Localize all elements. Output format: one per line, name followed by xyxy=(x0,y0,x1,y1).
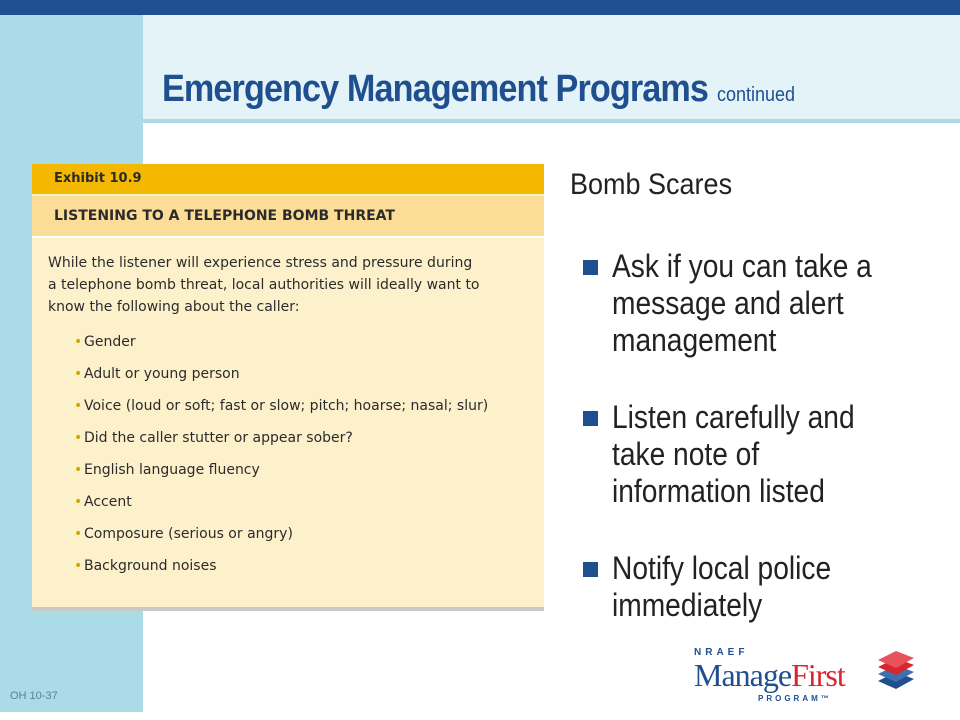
exhibit-list-item: • Gender xyxy=(84,326,526,358)
logo-name xyxy=(694,657,845,694)
slide-subtitle: continued xyxy=(717,84,796,106)
top-bar xyxy=(0,0,960,15)
stacked-books-icon xyxy=(874,651,918,691)
exhibit-title: LISTENING TO A TELEPHONE BOMB THREAT xyxy=(32,194,544,238)
slide-number-label: OH 10-37 xyxy=(10,690,58,702)
slide-title-text: Emergency Management Programs xyxy=(162,68,709,110)
bullet-line: Ask if you can take a xyxy=(612,248,872,284)
exhibit-list-item: • Composure (serious or angry) xyxy=(84,518,526,550)
exhibit-list xyxy=(48,326,526,582)
bullet-line: management xyxy=(612,322,777,358)
managefirst-logo xyxy=(694,647,924,709)
square-bullet-icon xyxy=(583,562,598,577)
logo-program-text: PROGRAM™ xyxy=(758,694,832,703)
exhibit-list-item: • Accent xyxy=(84,486,526,518)
exhibit-panel xyxy=(32,164,544,611)
exhibit-intro-line: a telephone bomb threat, local authorities will ideally want to xyxy=(48,277,480,293)
slide-title xyxy=(162,68,795,111)
square-bullet-icon xyxy=(583,260,598,275)
exhibit-number: Exhibit 10.9 xyxy=(32,164,544,194)
exhibit-intro xyxy=(48,252,526,318)
exhibit-list-item: • Voice (loud or soft; fast or slow; pitch; hoarse; nasal; slur) xyxy=(84,390,526,422)
square-bullet-icon xyxy=(583,411,598,426)
logo-org-text: NRAEF xyxy=(694,647,749,658)
bullet-list xyxy=(583,248,923,664)
logo-name-manage: Manage xyxy=(694,657,792,693)
exhibit-list-item: • Did the caller stutter or appear sober? xyxy=(84,422,526,454)
section-heading: Bomb Scares xyxy=(570,168,733,201)
exhibit-intro-line: While the listener will experience stress and pressure during xyxy=(48,255,473,271)
exhibit-list-item: • Background noises xyxy=(84,550,526,582)
exhibit-body xyxy=(32,238,544,582)
bullet-item xyxy=(583,550,923,624)
title-divider xyxy=(143,119,960,123)
bullet-line: take note of xyxy=(612,436,760,472)
bullet-line: Notify local police xyxy=(612,550,832,586)
bullet-item xyxy=(583,399,923,510)
exhibit-list-item: • Adult or young person xyxy=(84,358,526,390)
bullet-item xyxy=(583,248,923,359)
bullet-line: message and alert xyxy=(612,285,844,321)
exhibit-intro-line: know the following about the caller: xyxy=(48,299,300,315)
bullet-line: information listed xyxy=(612,473,825,509)
logo-name-first: First xyxy=(791,657,845,693)
bullet-line: immediately xyxy=(612,587,763,623)
bullet-line: Listen carefully and xyxy=(612,399,855,435)
exhibit-list-item: • English language fluency xyxy=(84,454,526,486)
